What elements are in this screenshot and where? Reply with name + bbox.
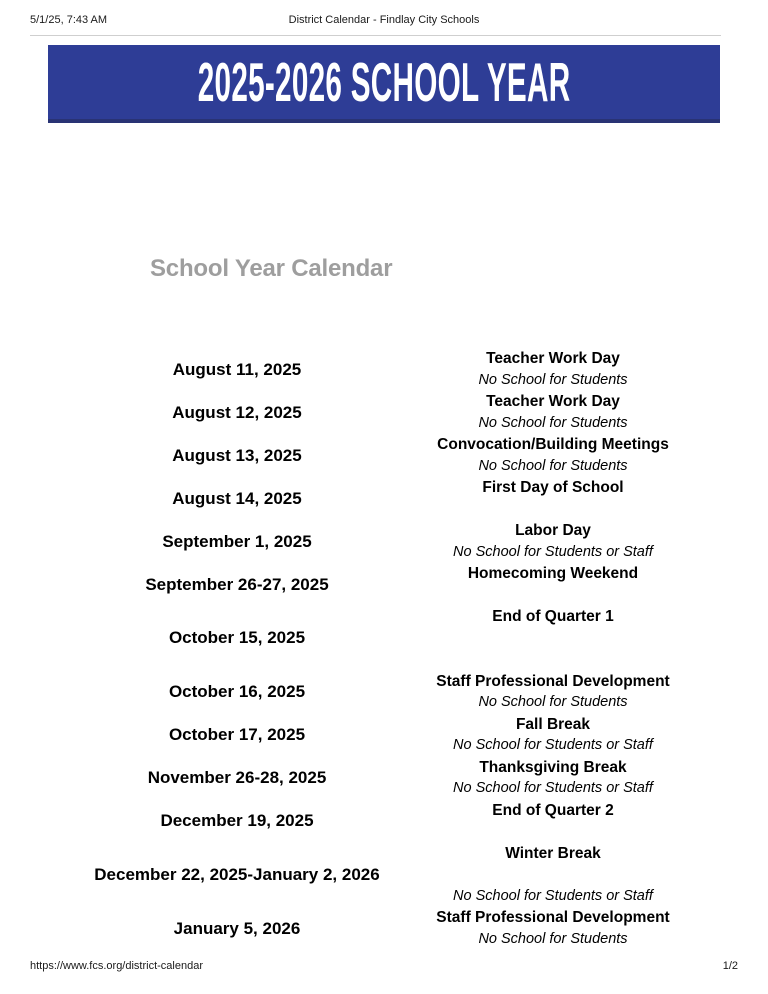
event-date: August 11, 2025 [172,359,302,379]
event-lines [388,843,718,908]
event-spacer-line [388,649,718,671]
event-lines [388,434,718,477]
calendar-row [86,757,718,800]
event-subtitle: No School for Students [478,694,628,710]
print-page-indicator: 1/2 [722,960,738,972]
print-document-title: District Calendar - Findlay City Schools [288,14,480,26]
school-year-banner [48,45,720,123]
calendar-row [86,563,718,606]
school-year-banner-title: 2025-2026 SCHOOL YEAR [197,51,571,113]
event-subtitle: No School for Students or Staff [453,737,653,753]
event-date: August 14, 2025 [172,488,302,508]
event-subtitle: No School for Students [478,457,628,474]
calendar-row [86,714,718,757]
event-subtitle: No School for Students or Staff [453,543,653,560]
event-title: Thanksgiving Break [479,758,627,776]
header-divider [30,35,721,36]
event-date: September 1, 2025 [162,531,312,551]
event-lines [388,800,718,843]
calendar-row [86,434,718,477]
event-lines [388,520,718,563]
event-date: December 19, 2025 [160,811,314,830]
event-title: Teacher Work Day [486,350,620,367]
event-subtitle: No School for Students [478,930,628,947]
calendar-row [86,391,718,434]
event-date: November 26-28, 2025 [147,768,327,787]
print-source-url: https://www.fcs.org/district-calendar [30,960,204,972]
calendar-row [86,477,718,520]
event-spacer-line [388,628,718,650]
event-date: August 12, 2025 [172,402,302,422]
event-date: October 16, 2025 [168,682,306,701]
event-date: January 5, 2026 [173,918,301,938]
event-title: Staff Professional Development [436,909,670,926]
event-title: End of Quarter 1 [492,608,614,625]
event-spacer-line [388,821,718,843]
event-spacer-line [388,864,718,886]
event-subtitle: No School for Students or Staff [453,780,653,796]
event-subtitle: No School for Students or Staff [453,887,653,904]
event-date: August 13, 2025 [172,445,302,465]
event-lines [388,606,718,671]
calendar-row [86,520,718,563]
event-title: Homecoming Weekend [467,565,639,582]
calendar-row [86,907,718,950]
event-spacer-line [388,499,718,521]
event-title: Labor Day [515,522,591,539]
page-heading: School Year Calendar [150,255,393,282]
print-timestamp: 5/1/25, 7:43 AM [30,14,108,26]
event-subtitle: No School for Students [478,371,628,388]
event-lines [388,477,718,520]
event-lines [388,348,718,391]
calendar-row [86,348,718,391]
event-lines [388,671,718,714]
calendar-row [86,800,718,843]
event-lines [388,757,718,800]
event-spacer-line [388,585,718,607]
calendar-row [86,606,718,671]
calendar-table [86,348,718,950]
event-lines [388,563,718,606]
event-title: Staff Professional Development [436,672,670,690]
event-date: October 15, 2025 [168,628,306,648]
event-lines [388,391,718,434]
event-title: Teacher Work Day [486,393,620,410]
event-title: End of Quarter 2 [492,801,614,819]
event-lines [388,714,718,757]
event-title: Convocation/Building Meetings [437,436,669,453]
event-title: First Day of School [482,479,624,496]
calendar-row [86,671,718,714]
event-date: September 26-27, 2025 [145,574,329,594]
calendar-row [86,843,718,908]
event-title: Fall Break [515,715,591,733]
event-date: December 22, 2025-January 2, 2026 [94,864,380,884]
event-title: Winter Break [505,844,601,862]
event-date: October 17, 2025 [168,725,306,744]
event-lines [388,907,718,950]
event-subtitle: No School for Students [478,414,628,431]
